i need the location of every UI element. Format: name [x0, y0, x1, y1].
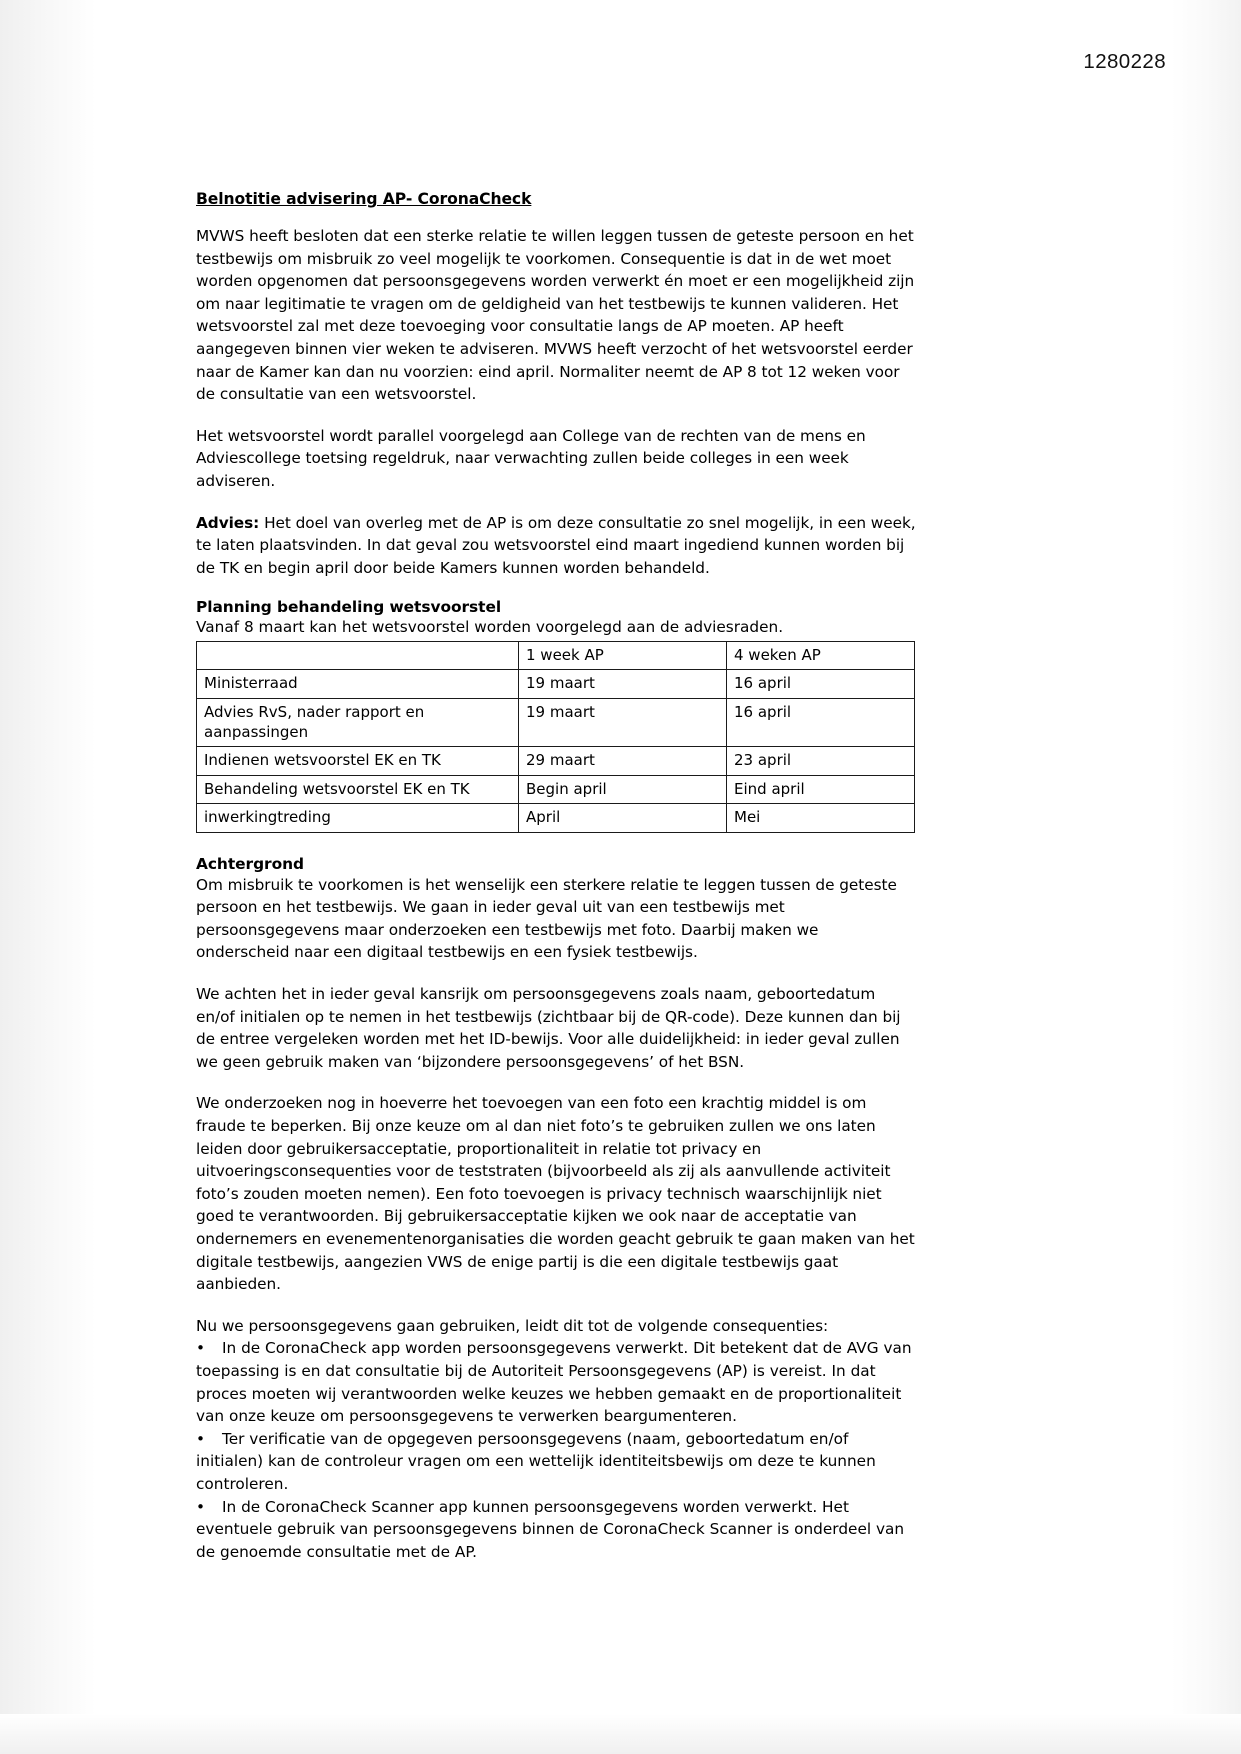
list-item	[196, 1496, 916, 1564]
table-row	[197, 698, 915, 747]
table-cell-1week: 19 maart	[519, 670, 727, 698]
scan-edge-bottom	[0, 1714, 1241, 1754]
table-cell-1week: 29 maart	[519, 747, 727, 775]
table-row	[197, 670, 915, 698]
section-heading-achtergrond: Achtergrond	[196, 854, 304, 873]
table-cell-4weken: Mei	[727, 804, 915, 832]
list-item	[196, 1337, 916, 1427]
list-item-text: In de CoronaCheck Scanner app kunnen persoonsgegevens worden verwerkt. Het eventuele gebruik van persoonsgegevens binnen de CoronaCheck Scanner is onderdeel van de genoemde consultatie met de AP.	[196, 1497, 905, 1561]
bullet-icon: •	[196, 1339, 206, 1358]
table-cell-4weken: Eind april	[727, 775, 915, 803]
table-cell-activity: Advies RvS, nader rapport en aanpassingen	[197, 698, 519, 747]
list-item	[196, 1428, 916, 1496]
achtergrond-paragraph-1: Om misbruik te voorkomen is het wenselijk een sterkere relatie te leggen tussen de geteste persoon en het testbewijs. We gaan in ieder geval uit van een testbewijs met persoonsgegevens maar onderzoeken een testbewijs met foto. Daarbij maken we onderscheid naar een digitaal testbewijs en een fysiek testbewijs.	[196, 875, 897, 962]
table-header-cell-1week: 1 week AP	[519, 641, 727, 669]
table-header-cell-4weken: 4 weken AP	[727, 641, 915, 669]
consequenties-intro: Nu we persoonsgegevens gaan gebruiken, leidt dit tot de volgende consequenties:	[196, 1316, 829, 1335]
table-header-row	[197, 641, 915, 669]
bullet-icon: •	[196, 1497, 206, 1516]
advies-text: Het doel van overleg met de AP is om deze consultatie zo snel mogelijk, in een week, te laten plaatsvinden. In dat geval zou wetsvoorstel eind maart ingediend kunnen worden bij de TK en begin april door beide Kamers kunnen worden behandeld.	[196, 513, 916, 577]
table-header-cell-blank	[197, 641, 519, 669]
advies-label: Advies:	[196, 513, 260, 532]
scan-edge-right	[1171, 0, 1241, 1754]
document-number: 1280228	[1083, 50, 1166, 73]
achtergrond-paragraph-3: We onderzoeken nog in hoeverre het toevoegen van een foto een krachtig middel is om fraude te beperken. Bij onze keuze om al dan niet foto’s te gebruiken zullen we ons laten leiden door gebruikersacceptatie, proportionaliteit in relatie tot privacy en uitvoeringsconsequenties voor de teststraten (bijvoorbeeld als zij als aanvullende activiteit foto’s zouden moeten nemen). Een foto toevoegen is privacy technisch waarschijnlijk niet goed te verantwoorden. Bij gebruikersacceptatie kijken we ook naar de acceptatie van ondernemers en evenementenorganisaties die worden geacht gebruik te gaan maken van het digitale testbewijs, aangezien VWS de enige partij is die een digitale testbewijs gaat aanbieden.	[196, 1094, 915, 1294]
page-title: Belnotitie advisering AP- CoronaCheck	[196, 190, 532, 208]
paragraph-intro: MVWS heeft besloten dat een sterke relatie te willen leggen tussen de geteste persoon en het testbewijs om misbruik zo veel mogelijk te voorkomen. Consequentie is dat in de wet moet worden opgenomen dat persoonsgegevens worden verwerkt én moet er een mogelijkheid zijn om naar legitimatie te vragen om de geldigheid van het testbewijs te kunnen valideren. Het wetsvoorstel zal met deze toevoeging voor consultatie langs de AP moeten. AP heeft aangegeven binnen vier weken te adviseren. MVWS heeft verzocht of het wetsvoorstel eerder naar de Kamer kan dan nu voorzien: eind april. Normaliter neemt de AP 8 tot 12 weken voor de consultatie van een wetsvoorstel.	[196, 227, 915, 404]
consequenties-list	[196, 1337, 916, 1563]
scan-edge-left	[0, 0, 96, 1754]
list-item-text: Ter verificatie van de opgegeven persoonsgegevens (naam, geboortedatum en/of initialen) kan de controleur vragen om een wettelijk identiteitsbewijs om deze te kunnen controleren.	[196, 1429, 876, 1493]
achtergrond-paragraph-2: We achten het in ieder geval kansrijk om persoonsgegevens zoals naam, geboortedatum en/of initialen op te nemen in het testbewijs (zichtbaar bij de QR-code). Deze kunnen dan bij de entree vergeleken worden met het ID-bewijs. Voor alle duidelijkheid: in ieder geval zullen we geen gebruik maken van ‘bijzondere persoonsgegevens’ of het BSN.	[196, 985, 901, 1071]
section-heading-planning: Planning behandeling wetsvoorstel	[196, 598, 502, 617]
table-cell-activity: Ministerraad	[197, 670, 519, 698]
paragraph-parallel-advies: Het wetsvoorstel wordt parallel voorgelegd aan College van de rechten van de mens en Adviescollege toetsing regeldruk, naar verwachting zullen beide colleges in een week adviseren.	[196, 426, 866, 490]
table-row	[197, 804, 915, 832]
table-row	[197, 747, 915, 775]
planning-intro-line: Vanaf 8 maart kan het wetsvoorstel worden voorgelegd aan de adviesraden.	[196, 618, 784, 637]
document-body	[196, 190, 916, 1563]
table-cell-activity: Behandeling wetsvoorstel EK en TK	[197, 775, 519, 803]
paragraph-advies	[196, 512, 916, 580]
table-row	[197, 775, 915, 803]
table-cell-activity: Indienen wetsvoorstel EK en TK	[197, 747, 519, 775]
table-cell-4weken: 16 april	[727, 670, 915, 698]
table-cell-4weken: 23 april	[727, 747, 915, 775]
table-cell-1week: Begin april	[519, 775, 727, 803]
table-cell-4weken: 16 april	[727, 698, 915, 747]
table-cell-1week: April	[519, 804, 727, 832]
table-cell-activity: inwerkingtreding	[197, 804, 519, 832]
bullet-icon: •	[196, 1429, 206, 1448]
list-item-text: In de CoronaCheck app worden persoonsgegevens verwerkt. Dit betekent dat de AVG van toepassing is en dat consultatie bij de Autoriteit Persoonsgegevens (AP) is vereist. In dat proces moeten wij verantwoorden welke keuzes we hebben gemaakt en de proportionaliteit van onze keuze om persoonsgegevens te verwerken beargumenteren.	[196, 1339, 912, 1426]
table-cell-1week: 19 maart	[519, 698, 727, 747]
planning-table	[196, 641, 915, 833]
